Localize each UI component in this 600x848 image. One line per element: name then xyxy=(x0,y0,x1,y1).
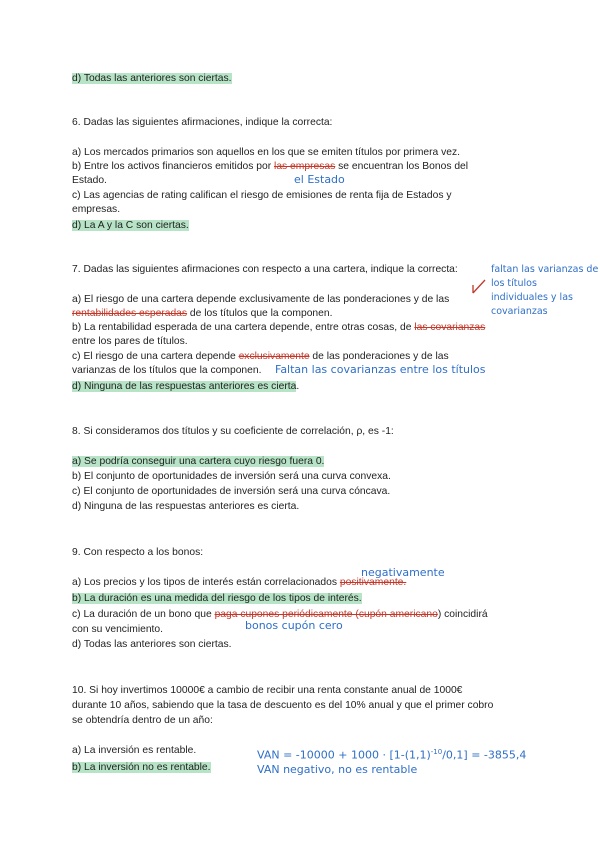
q6-option-a: a) Los mercados primarios son aquellos en los que se emiten títulos por primera vez. xyxy=(72,147,461,158)
q7-margin-note-line2: los títulos xyxy=(491,278,537,289)
q6-option-d-text: d) La A y la C son ciertas. xyxy=(72,220,189,231)
q10-calc-post: /0,1] = -3855,4 xyxy=(442,748,527,762)
check-arrow-icon xyxy=(470,276,490,296)
q7-option-a-struck: rentabilidades esperadas xyxy=(72,308,188,319)
q8-option-a-text: a) Se podría conseguir una cartera cuyo riesgo fuera 0. xyxy=(72,456,325,467)
q9-option-c-post: ) coincidirá xyxy=(437,609,488,620)
q9-option-a-pre: a) Los precios y los tipos de interés están correlacionados xyxy=(72,577,340,588)
q10-calc-exponent: -10 xyxy=(430,748,443,756)
q5-option-d-text: d) Todas las anteriores son ciertas. xyxy=(72,73,232,84)
q9-stem: 9. Con respecto a los bonos: xyxy=(72,547,204,558)
q8-option-c: c) El conjunto de oportunidades de inversión será una curva cóncava. xyxy=(72,486,391,497)
q7-margin-note-line1: faltan las varianzas de xyxy=(491,264,599,275)
q7-option-d: d) Ninguna de las respuestas anteriores es cierta. xyxy=(72,381,300,392)
q9-option-b-text: b) La duración es una medida del riesgo de los tipos de interés. xyxy=(72,593,362,604)
q7-margin-note-line3: individuales y las xyxy=(491,292,573,303)
q6-option-b xyxy=(72,160,468,173)
q7-option-a-post: de los títulos que la componen. xyxy=(187,308,333,319)
q8-option-b: b) El conjunto de oportunidades de inversión será una curva convexa. xyxy=(72,471,391,482)
q8-option-d: d) Ninguna de las respuestas anteriores es cierta. xyxy=(72,501,300,512)
q9-option-c-line2: con su vencimiento. xyxy=(72,624,164,635)
q7-option-a: a) El riesgo de una cartera depende exclusivamente de las ponderaciones y de las xyxy=(72,294,450,305)
q9-option-a-struck: positivamente. xyxy=(339,577,407,588)
q9-handwritten-note-c: bonos cupón cero xyxy=(245,619,343,632)
q6-handwritten-note: el Estado xyxy=(294,173,345,186)
q5-option-d xyxy=(72,72,232,85)
q6-option-c-line2: empresas. xyxy=(72,204,121,215)
q6-stem: 6. Dadas las siguientes afirmaciones, indique la correcta: xyxy=(72,117,333,128)
q10-stem-line3: se obtendría dentro de un año: xyxy=(72,715,213,726)
q7-option-b-line2: entre los pares de títulos. xyxy=(72,336,188,347)
q10-stem-line2: durante 10 años, sabiendo que la tasa de descuento es del 10% anual y que el primer cobro xyxy=(72,700,494,711)
q7-option-c-struck: exclusivamente xyxy=(238,351,310,362)
q7-option-c-pre: c) El riesgo de una cartera depende xyxy=(72,351,239,362)
q9-option-d: d) Todas las anteriores son ciertas. xyxy=(72,639,232,650)
q7-option-b xyxy=(72,321,485,334)
q10-stem-line1: 10. Si hoy invertimos 10000€ a cambio de recibir una renta constante anual de 1000€ xyxy=(72,685,463,696)
q7-stem: 7. Dadas las siguientes afirmaciones con respecto a una cartera, indique la correcta: xyxy=(72,264,458,275)
q9-option-b xyxy=(72,592,362,605)
q7-option-a-line2 xyxy=(72,307,332,320)
q7-option-c-line2: varianzas de los títulos que la componen. xyxy=(72,365,262,376)
q10-calc-pre: VAN = -10000 + 1000 · [1-(1,1) xyxy=(257,748,431,762)
q7-handwritten-note: Faltan las covarianzas entre los títulos xyxy=(275,363,486,376)
q6-option-b-struck: las empresas xyxy=(274,161,336,172)
q7-option-c xyxy=(72,350,449,363)
q6-option-b-post: se encuentran los Bonos del xyxy=(335,161,469,172)
q10-handwritten-conclusion: VAN negativo, no es rentable xyxy=(257,763,418,776)
q10-handwritten-calculation xyxy=(257,745,526,763)
q9-option-c-pre: c) La duración de un bono que xyxy=(72,609,215,620)
q7-option-d-text: d) Ninguna de las respuestas anteriores es cierta xyxy=(72,381,297,392)
q7-option-b-pre: b) La rentabilidad esperada de una cartera depende, entre otras cosas, de xyxy=(72,322,415,333)
q8-option-a xyxy=(72,455,324,468)
q10-option-b xyxy=(72,761,211,774)
q7-option-c-post: de las ponderaciones y de las xyxy=(309,351,449,362)
q9-option-a xyxy=(72,576,406,589)
q9-option-c-struck: paga cupones periódicamente (cupón americano xyxy=(214,609,438,620)
q8-stem: 8. Si consideramos dos títulos y su coeficiente de correlación, ρ, es -1: xyxy=(72,426,394,437)
q6-option-c: c) Las agencias de rating califican el riesgo de emisiones de renta fija de Estados y xyxy=(72,190,452,201)
q7-option-b-struck: las covarianzas xyxy=(414,322,486,333)
q10-option-b-text: b) La inversión no es rentable. xyxy=(72,762,211,773)
q9-handwritten-note-a: negativamente xyxy=(361,566,445,579)
q6-option-b-line2: Estado. xyxy=(72,175,107,186)
q7-margin-note-line4: covarianzas xyxy=(491,306,548,317)
q6-option-d xyxy=(72,219,189,232)
q10-option-a: a) La inversión es rentable. xyxy=(72,745,197,756)
q6-option-b-pre: b) Entre los activos financieros emitidos por xyxy=(72,161,275,172)
